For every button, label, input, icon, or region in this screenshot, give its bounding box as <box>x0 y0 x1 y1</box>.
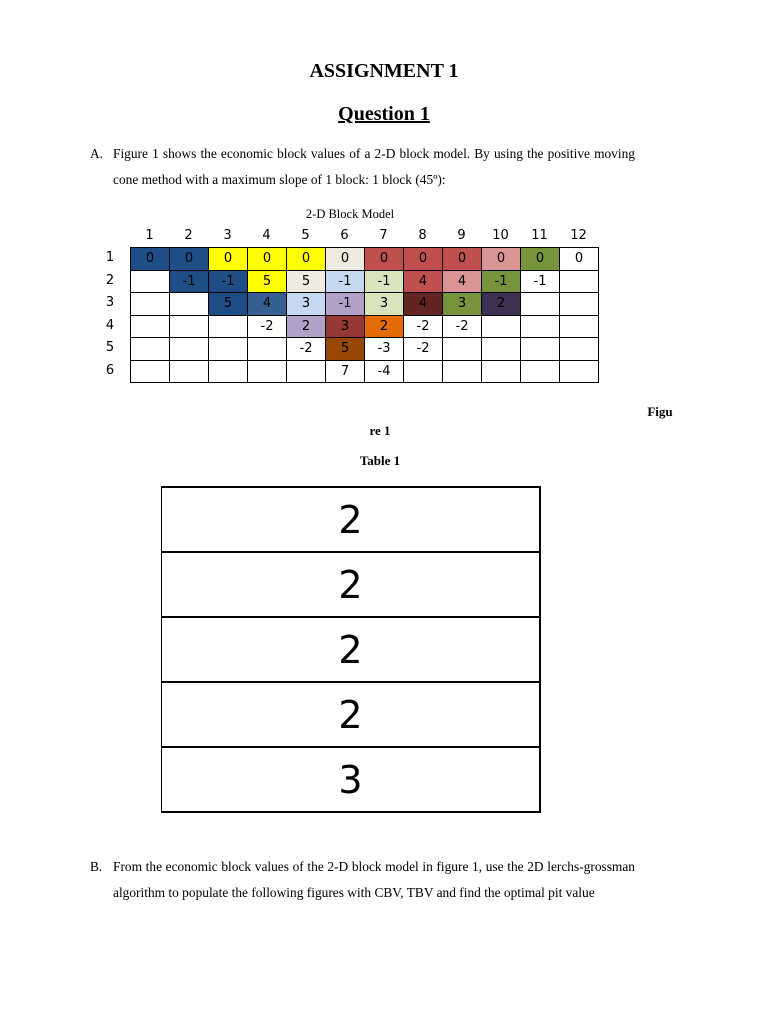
grid-row <box>131 315 599 338</box>
part-a-paragraph <box>90 141 635 193</box>
block-cell: 3 <box>287 293 326 316</box>
block-cell <box>443 360 482 383</box>
part-b-text: From the economic block values of the 2-D block model in figure 1, use the 2D lerchs-grossman algorithm to populate the following figures with CBV, TBV and find the optimal pit value <box>113 859 635 900</box>
table-cell: 2 <box>162 617 541 682</box>
column-header: 8 <box>418 228 427 243</box>
block-cell: 4 <box>404 270 443 293</box>
page-title: ASSIGNMENT 1 <box>309 60 459 82</box>
block-cell: -4 <box>365 360 404 383</box>
block-cell: -1 <box>521 270 560 293</box>
block-cell: 0 <box>131 248 170 271</box>
block-cell <box>560 270 599 293</box>
part-a-text: Figure 1 shows the economic block values of a 2-D block model. By using the positive moving cone method with a maximum slope of 1 block: 1 block (45º): <box>113 146 635 187</box>
column-header: 6 <box>340 228 349 243</box>
block-cell <box>170 293 209 316</box>
block-cell <box>248 360 287 383</box>
block-cell: 0 <box>248 248 287 271</box>
block-cell: -3 <box>365 338 404 361</box>
block-cell <box>482 315 521 338</box>
block-cell: -1 <box>482 270 521 293</box>
row-header: 3 <box>105 295 115 310</box>
block-cell <box>131 338 170 361</box>
block-cell <box>521 315 560 338</box>
block-model-grid <box>130 247 599 383</box>
figure-label-part1: Figu <box>647 404 673 419</box>
block-cell: 2 <box>365 315 404 338</box>
column-header: 3 <box>223 228 232 243</box>
column-header: 10 <box>492 228 509 243</box>
row-header: 2 <box>105 272 115 288</box>
block-cell: 0 <box>404 248 443 271</box>
block-cell: 3 <box>326 315 365 338</box>
block-cell <box>521 360 560 383</box>
table-caption: Table 1 <box>359 453 401 468</box>
block-cell <box>560 338 599 361</box>
block-cell: -1 <box>209 270 248 293</box>
block-cell: 0 <box>209 248 248 271</box>
column-header: 9 <box>457 228 466 243</box>
grid-row <box>131 293 599 316</box>
row-header: 4 <box>105 317 115 333</box>
column-header: 5 <box>301 228 310 243</box>
block-cell: -1 <box>326 270 365 293</box>
table-1 <box>161 486 541 813</box>
question-title: Question 1 <box>338 103 430 125</box>
block-cell <box>131 315 170 338</box>
block-cell <box>287 360 326 383</box>
block-cell: -2 <box>443 315 482 338</box>
block-cell: 0 <box>560 248 599 271</box>
grid-row <box>131 270 599 293</box>
block-cell: 0 <box>170 248 209 271</box>
block-cell: 2 <box>482 293 521 316</box>
block-cell: 4 <box>404 293 443 316</box>
block-cell: 5 <box>209 293 248 316</box>
block-cell <box>443 338 482 361</box>
table-row <box>162 747 541 812</box>
column-header: 11 <box>531 228 548 243</box>
block-cell: -2 <box>287 338 326 361</box>
block-cell: -1 <box>365 270 404 293</box>
block-cell <box>131 360 170 383</box>
block-cell: 0 <box>443 248 482 271</box>
block-cell <box>170 360 209 383</box>
block-cell <box>131 293 170 316</box>
table-row <box>162 682 541 747</box>
column-header: 1 <box>145 228 154 243</box>
block-cell <box>404 360 443 383</box>
block-cell: -1 <box>170 270 209 293</box>
table-row <box>162 487 541 552</box>
column-header: 12 <box>570 228 587 243</box>
row-header: 1 <box>105 250 115 265</box>
table-cell: 2 <box>162 552 541 617</box>
row-header: 6 <box>105 362 115 378</box>
block-cell <box>560 360 599 383</box>
block-cell: 4 <box>248 293 287 316</box>
block-cell <box>248 338 287 361</box>
block-cell: 2 <box>287 315 326 338</box>
table-cell: 3 <box>162 747 541 812</box>
block-cell <box>482 338 521 361</box>
block-cell <box>560 315 599 338</box>
block-cell: 4 <box>443 270 482 293</box>
block-cell <box>560 293 599 316</box>
grid-row <box>131 248 599 271</box>
block-cell: 3 <box>365 293 404 316</box>
block-cell: -2 <box>404 315 443 338</box>
block-cell: -1 <box>326 293 365 316</box>
block-cell <box>209 338 248 361</box>
block-model-caption: 2-D Block Model <box>305 207 395 221</box>
part-b-paragraph <box>90 854 635 906</box>
block-cell <box>482 360 521 383</box>
block-cell: 0 <box>482 248 521 271</box>
block-cell: 5 <box>326 338 365 361</box>
block-cell: 3 <box>443 293 482 316</box>
block-cell: 0 <box>326 248 365 271</box>
block-cell <box>209 360 248 383</box>
block-cell: 0 <box>287 248 326 271</box>
part-a-marker: A. <box>90 146 104 161</box>
column-header: 4 <box>262 228 271 243</box>
block-cell: 5 <box>248 270 287 293</box>
block-cell: -2 <box>404 338 443 361</box>
table-cell: 2 <box>162 487 541 552</box>
column-header: 2 <box>184 228 193 243</box>
column-header: 7 <box>379 228 388 243</box>
block-cell <box>131 270 170 293</box>
block-cell <box>521 293 560 316</box>
block-cell <box>209 315 248 338</box>
table-cell: 2 <box>162 682 541 747</box>
part-b-marker: B. <box>90 859 103 874</box>
figure-label-part2: re 1 <box>369 423 391 438</box>
block-cell: 0 <box>365 248 404 271</box>
table-row <box>162 552 541 617</box>
block-cell: 5 <box>287 270 326 293</box>
block-cell <box>170 338 209 361</box>
block-cell: 7 <box>326 360 365 383</box>
row-header: 5 <box>105 340 115 355</box>
table-row <box>162 617 541 682</box>
block-cell <box>170 315 209 338</box>
grid-row <box>131 338 599 361</box>
block-cell: 0 <box>521 248 560 271</box>
block-cell: -2 <box>248 315 287 338</box>
grid-row <box>131 360 599 383</box>
block-cell <box>521 338 560 361</box>
